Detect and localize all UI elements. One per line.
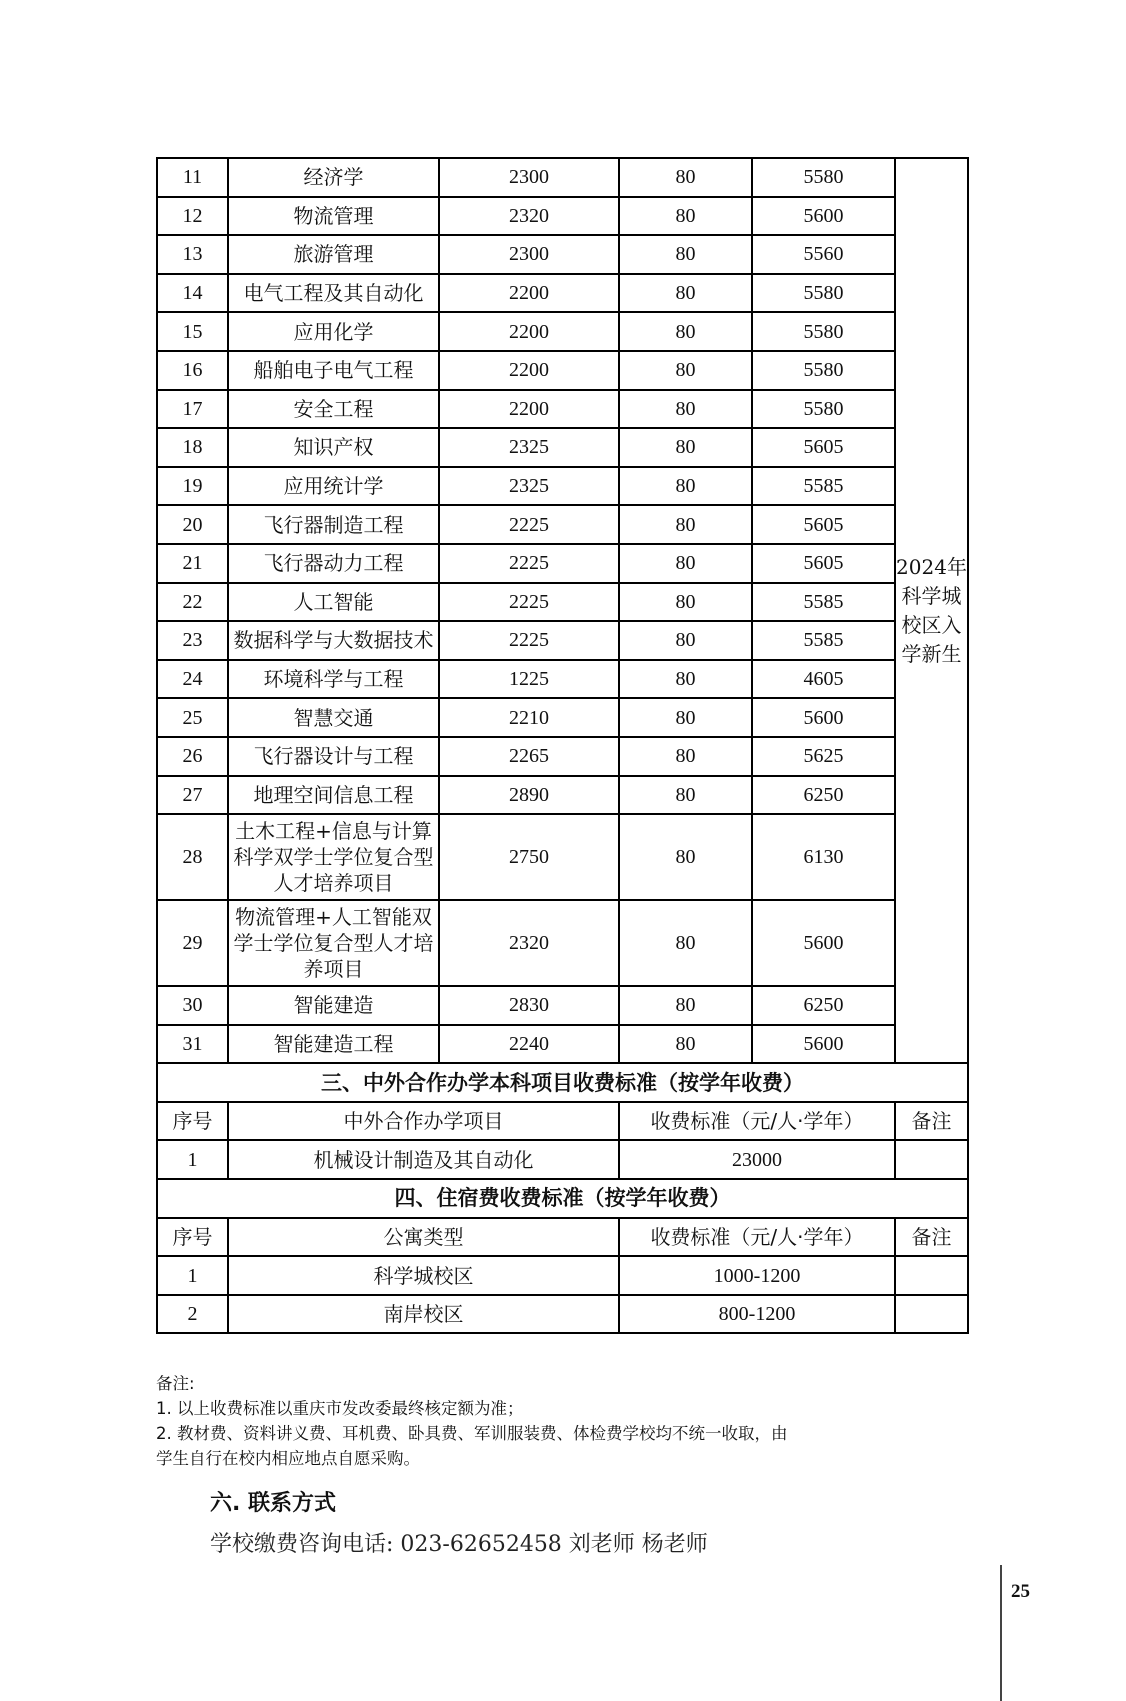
major-name: 物流管理 <box>228 197 439 236</box>
row-number: 31 <box>157 1025 228 1064</box>
total-value: 5605 <box>752 428 895 467</box>
extra-fee-value: 80 <box>619 660 752 699</box>
fee-row <box>157 737 968 776</box>
total-value: 6130 <box>752 814 895 900</box>
extra-fee-value: 80 <box>619 390 752 429</box>
tuition-value: 2240 <box>439 1025 619 1064</box>
total-value: 5600 <box>752 197 895 236</box>
row-number: 16 <box>157 351 228 390</box>
row-number: 11 <box>157 158 228 197</box>
tuition-value: 2225 <box>439 505 619 544</box>
extra-fee-value: 80 <box>619 158 752 197</box>
total-value: 5580 <box>752 274 895 313</box>
row-number: 1 <box>157 1256 228 1295</box>
major-name: 物流管理+人工智能双学士学位复合型人才培养项目 <box>228 900 439 986</box>
row-number: 2 <box>157 1295 228 1334</box>
fee-table-body <box>157 158 968 1333</box>
contact-heading: 六. 联系方式 <box>210 1491 337 1516</box>
row-number: 20 <box>157 505 228 544</box>
row-number: 23 <box>157 621 228 660</box>
item-name: 科学城校区 <box>228 1256 619 1295</box>
note-cell <box>895 1256 968 1295</box>
total-value: 6250 <box>752 986 895 1025</box>
tuition-value: 1225 <box>439 660 619 699</box>
fee-row <box>157 467 968 506</box>
fee-row <box>157 312 968 351</box>
row-number: 30 <box>157 986 228 1025</box>
major-name: 土木工程+信息与计算科学双学士学位复合型人才培养项目 <box>228 814 439 900</box>
row-number: 14 <box>157 274 228 313</box>
fee-value: 800-1200 <box>619 1295 895 1334</box>
extra-fee-value: 80 <box>619 776 752 815</box>
tuition-value: 2200 <box>439 274 619 313</box>
fee-row <box>157 776 968 815</box>
row-number: 17 <box>157 390 228 429</box>
extra-fee-value: 80 <box>619 197 752 236</box>
row-number: 13 <box>157 235 228 274</box>
tuition-value: 2325 <box>439 428 619 467</box>
header-row <box>157 1218 968 1257</box>
table-row <box>157 1256 968 1295</box>
extra-fee-value: 80 <box>619 1025 752 1064</box>
extra-fee-value: 80 <box>619 544 752 583</box>
tuition-value: 2320 <box>439 197 619 236</box>
extra-fee-value: 80 <box>619 583 752 622</box>
item-name: 南岸校区 <box>228 1295 619 1334</box>
extra-fee-value: 80 <box>619 428 752 467</box>
total-value: 5600 <box>752 698 895 737</box>
total-value: 5600 <box>752 900 895 986</box>
extra-fee-value: 80 <box>619 986 752 1025</box>
tuition-value: 2320 <box>439 900 619 986</box>
fee-row <box>157 583 968 622</box>
row-number: 25 <box>157 698 228 737</box>
fee-table <box>156 157 969 1334</box>
section-title: 三、中外合作办学本科项目收费标准（按学年收费） <box>157 1063 968 1102</box>
fee-row <box>157 235 968 274</box>
total-value: 5580 <box>752 158 895 197</box>
extra-fee-value: 80 <box>619 814 752 900</box>
section-title: 四、住宿费收费标准（按学年收费） <box>157 1179 968 1218</box>
total-value: 5605 <box>752 544 895 583</box>
extra-fee-value: 80 <box>619 505 752 544</box>
extra-fee-value: 80 <box>619 467 752 506</box>
fee-row <box>157 814 968 900</box>
extra-fee-value: 80 <box>619 274 752 313</box>
row-number: 15 <box>157 312 228 351</box>
header-item: 公寓类型 <box>228 1218 619 1257</box>
fee-row <box>157 660 968 699</box>
major-name: 应用统计学 <box>228 467 439 506</box>
row-number: 21 <box>157 544 228 583</box>
total-value: 5625 <box>752 737 895 776</box>
tuition-value: 2200 <box>439 312 619 351</box>
fee-row <box>157 428 968 467</box>
major-name: 安全工程 <box>228 390 439 429</box>
major-name: 知识产权 <box>228 428 439 467</box>
remark-cell: 2024年科学城校区入学新生 <box>895 158 968 1063</box>
header-no: 序号 <box>157 1102 228 1141</box>
notes-heading: 备注: <box>156 1374 195 1393</box>
notes-block <box>156 1371 976 1471</box>
header-fee: 收费标准（元/人·学年） <box>619 1218 895 1257</box>
fee-row <box>157 698 968 737</box>
tuition-value: 2750 <box>439 814 619 900</box>
major-name: 飞行器设计与工程 <box>228 737 439 776</box>
tuition-value: 2210 <box>439 698 619 737</box>
major-name: 智慧交通 <box>228 698 439 737</box>
row-number: 27 <box>157 776 228 815</box>
notes-item-2: 2. 教材费、资料讲义费、耳机费、卧具费、军训服装费、体检费学校均不统一收取，由 <box>156 1424 788 1443</box>
total-value: 5585 <box>752 583 895 622</box>
fee-row <box>157 986 968 1025</box>
major-name: 飞行器制造工程 <box>228 505 439 544</box>
major-name: 旅游管理 <box>228 235 439 274</box>
section-title-row <box>157 1179 968 1218</box>
fee-row <box>157 197 968 236</box>
fee-row <box>157 158 968 197</box>
major-name: 飞行器动力工程 <box>228 544 439 583</box>
fee-row <box>157 544 968 583</box>
fee-row <box>157 351 968 390</box>
total-value: 5600 <box>752 1025 895 1064</box>
fee-row <box>157 621 968 660</box>
extra-fee-value: 80 <box>619 621 752 660</box>
header-item: 中外合作办学项目 <box>228 1102 619 1141</box>
tuition-value: 2225 <box>439 621 619 660</box>
header-row <box>157 1102 968 1141</box>
major-name: 电气工程及其自动化 <box>228 274 439 313</box>
contact-line: 学校缴费咨询电话: 023-62652458 刘老师 杨老师 <box>210 1532 708 1557</box>
row-number: 18 <box>157 428 228 467</box>
major-name: 船舶电子电气工程 <box>228 351 439 390</box>
total-value: 5585 <box>752 467 895 506</box>
fee-row <box>157 390 968 429</box>
major-name: 数据科学与大数据技术 <box>228 621 439 660</box>
fee-row <box>157 900 968 986</box>
major-name: 应用化学 <box>228 312 439 351</box>
total-value: 5585 <box>752 621 895 660</box>
total-value: 5560 <box>752 235 895 274</box>
table-row <box>157 1140 968 1179</box>
row-number: 24 <box>157 660 228 699</box>
row-number: 12 <box>157 197 228 236</box>
total-value: 5580 <box>752 390 895 429</box>
major-name: 环境科学与工程 <box>228 660 439 699</box>
major-name: 智能建造 <box>228 986 439 1025</box>
tuition-value: 2200 <box>439 351 619 390</box>
header-no: 序号 <box>157 1218 228 1257</box>
extra-fee-value: 80 <box>619 235 752 274</box>
tuition-value: 2200 <box>439 390 619 429</box>
header-fee: 收费标准（元/人·学年） <box>619 1102 895 1141</box>
row-number: 19 <box>157 467 228 506</box>
major-name: 经济学 <box>228 158 439 197</box>
tuition-value: 2890 <box>439 776 619 815</box>
note-cell <box>895 1295 968 1334</box>
fee-value: 23000 <box>619 1140 895 1179</box>
row-number: 29 <box>157 900 228 986</box>
item-name: 机械设计制造及其自动化 <box>228 1140 619 1179</box>
major-name: 人工智能 <box>228 583 439 622</box>
row-number: 26 <box>157 737 228 776</box>
fee-row <box>157 505 968 544</box>
extra-fee-value: 80 <box>619 737 752 776</box>
row-number: 1 <box>157 1140 228 1179</box>
table-row <box>157 1295 968 1334</box>
tuition-value: 2265 <box>439 737 619 776</box>
fee-row <box>157 1025 968 1064</box>
row-number: 28 <box>157 814 228 900</box>
header-note: 备注 <box>895 1218 968 1257</box>
notes-item-3: 学生自行在校内相应地点自愿采购。 <box>156 1449 420 1468</box>
notes-item-1: 1. 以上收费标准以重庆市发改委最终核定额为准； <box>156 1399 524 1418</box>
tuition-value: 2325 <box>439 467 619 506</box>
row-number: 22 <box>157 583 228 622</box>
tuition-value: 2300 <box>439 158 619 197</box>
extra-fee-value: 80 <box>619 900 752 986</box>
extra-fee-value: 80 <box>619 312 752 351</box>
page-number-rule <box>1000 1565 1002 1701</box>
total-value: 6250 <box>752 776 895 815</box>
total-value: 4605 <box>752 660 895 699</box>
section-title-row <box>157 1063 968 1102</box>
major-name: 地理空间信息工程 <box>228 776 439 815</box>
tuition-value: 2830 <box>439 986 619 1025</box>
fee-value: 1000-1200 <box>619 1256 895 1295</box>
extra-fee-value: 80 <box>619 698 752 737</box>
note-cell <box>895 1140 968 1179</box>
page-number: 25 <box>1011 1581 1030 1602</box>
header-note: 备注 <box>895 1102 968 1141</box>
tuition-value: 2300 <box>439 235 619 274</box>
tuition-value: 2225 <box>439 544 619 583</box>
total-value: 5605 <box>752 505 895 544</box>
total-value: 5580 <box>752 312 895 351</box>
major-name: 智能建造工程 <box>228 1025 439 1064</box>
extra-fee-value: 80 <box>619 351 752 390</box>
total-value: 5580 <box>752 351 895 390</box>
fee-row <box>157 274 968 313</box>
tuition-value: 2225 <box>439 583 619 622</box>
